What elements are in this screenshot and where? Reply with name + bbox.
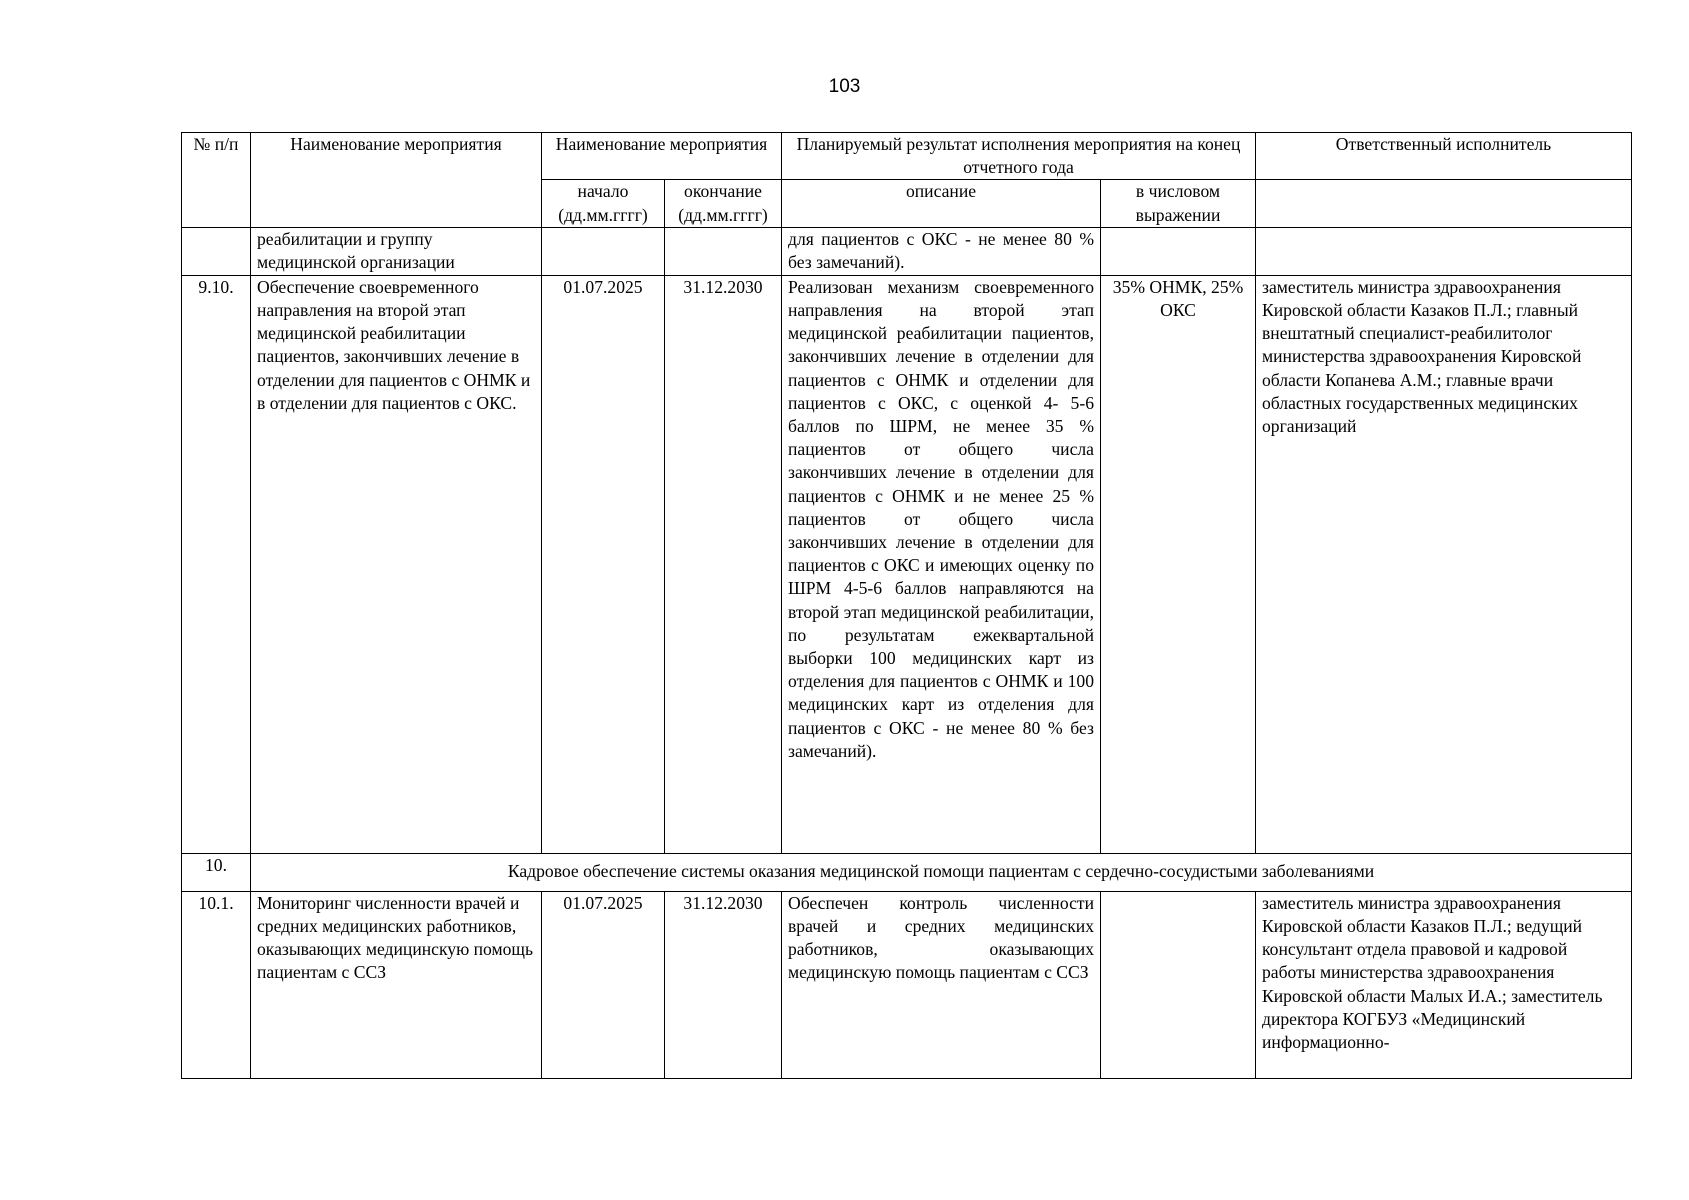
row-num: 10.1. [182, 891, 251, 1078]
header-row [182, 133, 1632, 180]
row-start [542, 227, 665, 275]
row-end: 31.12.2030 [665, 891, 782, 1078]
events-table [181, 132, 1632, 1079]
header-result: Планируемый результат исполнения мероприятия на конец отчетного года [782, 133, 1256, 180]
row-numeric [1101, 227, 1256, 275]
section-row [182, 853, 1632, 891]
row-start: 01.07.2025 [542, 891, 665, 1078]
header-name: Наименование мероприятия [251, 133, 542, 228]
row-numeric [1101, 891, 1256, 1078]
row-numeric: 35% ОНМК, 25% ОКС [1101, 275, 1256, 853]
header-responsible-empty [1256, 180, 1632, 227]
row-description: Реализован механизм своевременного направления на второй этап медицинской реабилитации пациентов, закончивших лечение в отделении для пациентов с ОНМК и отделении для пациентов с ОКС, с оценкой 4- 5-6 баллов по ШРМ, не менее 35 % пациентов от общего числа закончивших лечение в отделении для пациентов с ОНМК и не менее 25 % пациентов от общего числа закончивших лечение в отделении для пациентов с ОКС и имеющих оценку по ШРМ 4-5-6 баллов направляются на второй этап медицинской реабилитации, по результатам ежеквартальной выборки 100 медицинских карт из отделения для пациентов с ОНМК и 100 медицинских карт из отделения для пациентов с ОКС - не менее 80 % без замечаний). [782, 275, 1101, 853]
table-row [182, 275, 1632, 853]
row-responsible [1256, 227, 1632, 275]
header-start: начало (дд.мм.гггг) [542, 180, 665, 227]
row-responsible: заместитель министра здравоохранения Кировской области Казаков П.Л.; ведущий консультант отдела правовой и кадровой работы министерства здравоохранения Кировской области Малых И.А.; заместитель директора КОГБУЗ «Медицинский информационно- [1256, 891, 1632, 1078]
header-numeric: в числовом выражении [1101, 180, 1256, 227]
page-number: 103 [828, 76, 861, 97]
header-end: окончание (дд.мм.гггг) [665, 180, 782, 227]
row-description: для пациентов с ОКС - не менее 80 % без замечаний). [782, 227, 1101, 275]
row-num: 9.10. [182, 275, 251, 853]
row-end: 31.12.2030 [665, 275, 782, 853]
row-description: Обеспечен контроль численности врачей и средних медицинских работников, оказывающих медицинскую помощь пациентам с ССЗ [782, 891, 1101, 1078]
header-responsible: Ответственный исполнитель [1256, 133, 1632, 180]
section-title: Кадровое обеспечение системы оказания медицинской помощи пациентам с сердечно-сосудистыми заболеваниями [251, 853, 1632, 891]
row-end [665, 227, 782, 275]
row-responsible: заместитель министра здравоохранения Кировской области Казаков П.Л.; главный внештатный специалист-реабилитолог министерства здравоохранения Кировской области Копанева А.М.; главные врачи областных государственных медицинских организаций [1256, 275, 1632, 853]
row-name: Обеспечение своевременного направления на второй этап медицинской реабилитации пациентов, закончивших лечение в отделении для пациентов с ОНМК и в отделении для пациентов с ОКС. [251, 275, 542, 853]
row-name: Мониторинг численности врачей и средних медицинских работников, оказывающих медицинскую помощь пациентам с ССЗ [251, 891, 542, 1078]
row-start: 01.07.2025 [542, 275, 665, 853]
row-num [182, 227, 251, 275]
table-row [182, 227, 1632, 275]
table-row [182, 891, 1632, 1078]
section-num: 10. [182, 853, 251, 891]
header-term: Наименование мероприятия [542, 133, 782, 180]
header-description: описание [782, 180, 1101, 227]
header-num: № п/п [182, 133, 251, 228]
row-name: реабилитации и группу медицинской организации [251, 227, 542, 275]
